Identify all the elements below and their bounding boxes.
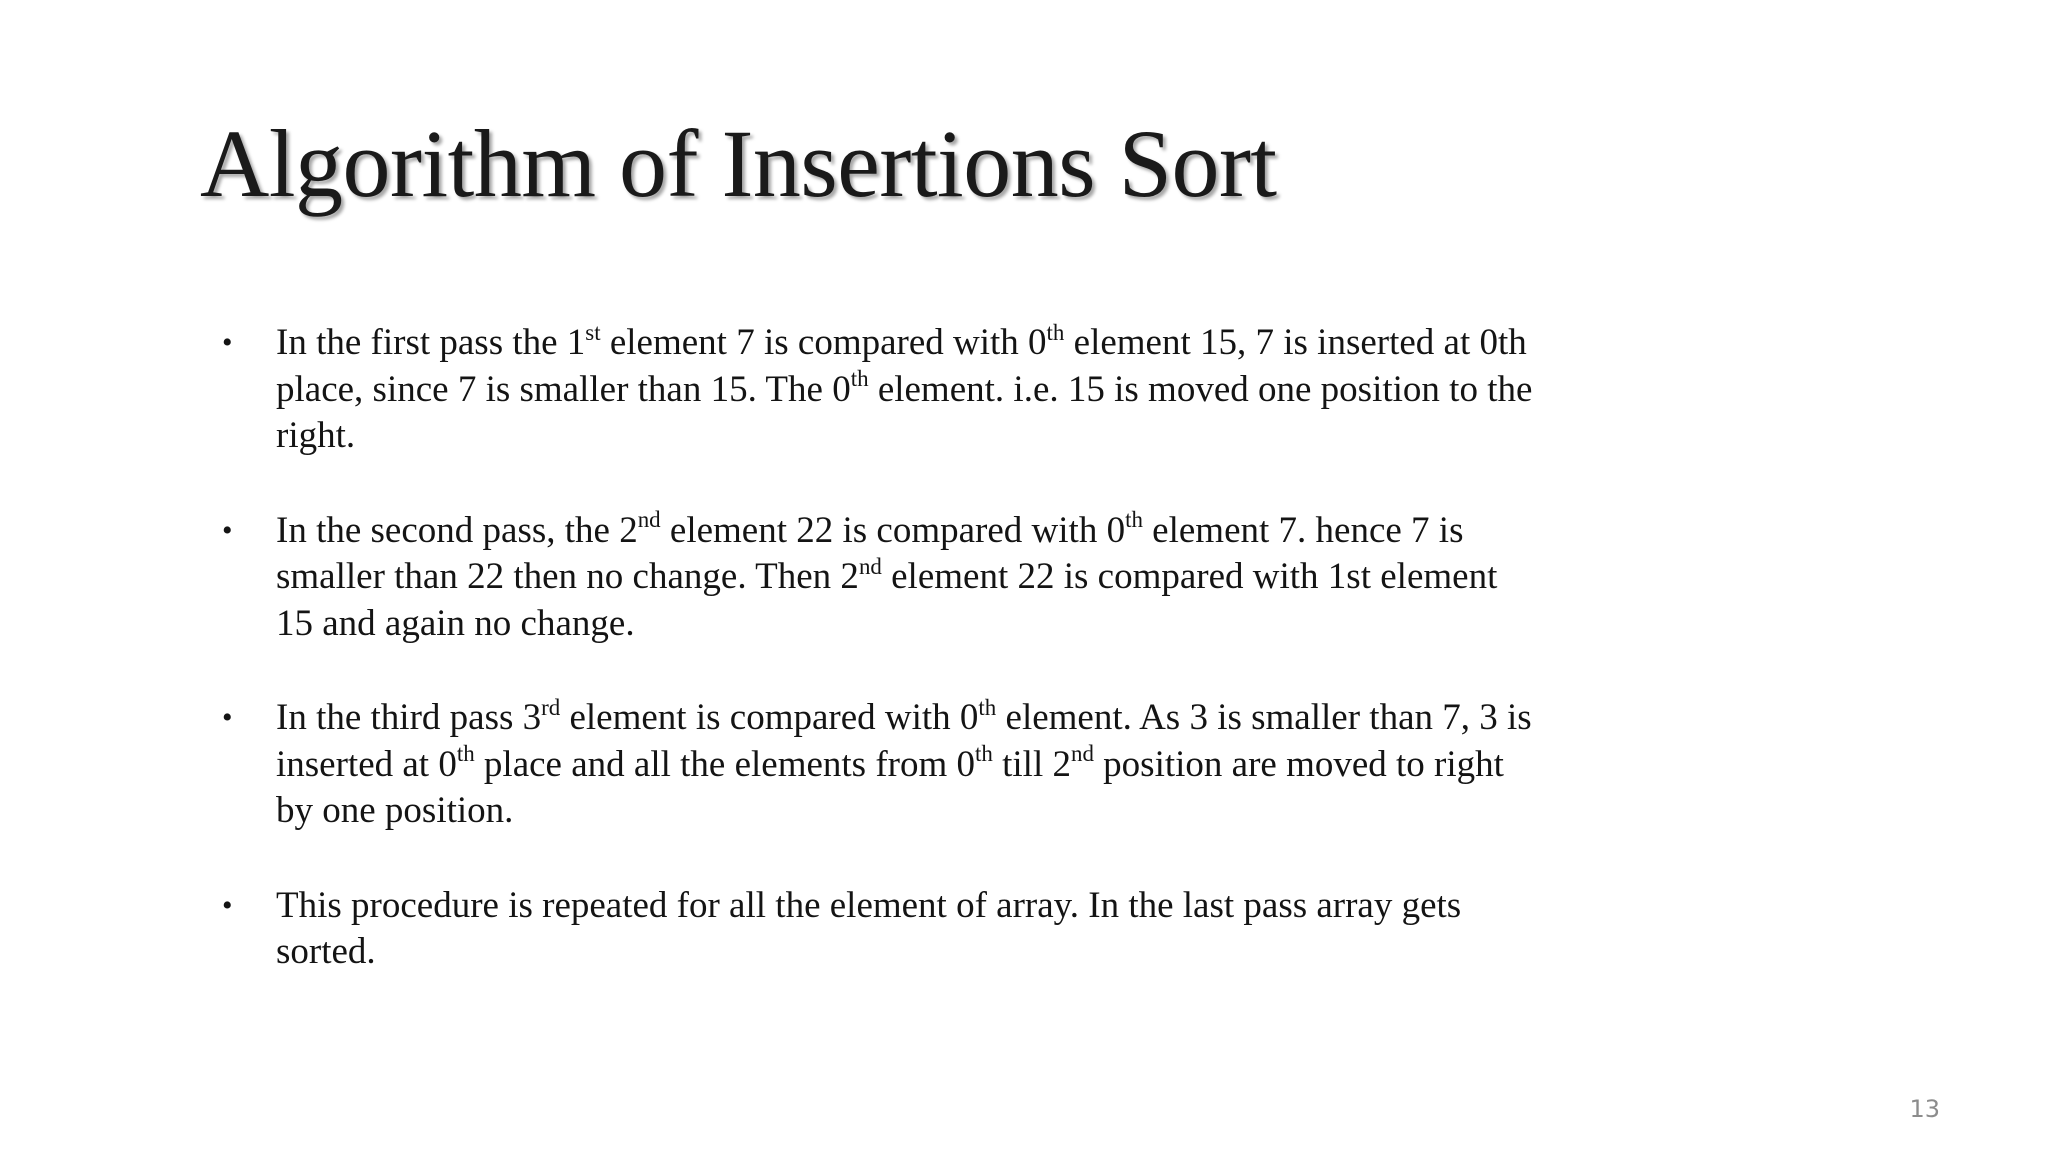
bullet-item <box>222 508 1542 648</box>
bullet-text: In the second pass, the 2 <box>276 509 638 551</box>
ordinal-superscript: th <box>975 741 993 767</box>
bullet-dot-icon: • <box>222 888 233 922</box>
ordinal-superscript: th <box>978 694 997 720</box>
bullet-text: element. As 3 is smaller than 7, 3 is inserted at 0 <box>276 697 1532 785</box>
bullet-dot-icon: • <box>222 701 233 734</box>
ordinal-superscript: st <box>585 319 601 345</box>
ordinal-superscript: nd <box>1070 741 1094 767</box>
bullet-text: In the first pass the 1 <box>276 322 586 363</box>
bullet-text: element 7. hence 7 is smaller than 22 then no change. Then 2 <box>276 509 1464 597</box>
bullet-item <box>222 883 1542 976</box>
bullet-text: element 22 is compared with 1st element 15 and again no change. <box>276 556 1498 644</box>
bullet-dot-icon: • <box>222 326 233 359</box>
bullet-text: position are moved to right by one position. <box>276 743 1504 831</box>
bullet-item <box>222 320 1542 460</box>
ordinal-superscript: th <box>1125 507 1143 533</box>
ordinal-superscript: rd <box>541 694 561 720</box>
bullet-item <box>222 695 1542 835</box>
bullet-dot-icon: • <box>222 513 233 547</box>
bullet-text: till 2 <box>992 743 1071 785</box>
bullet-text: This procedure is repeated for all the element of array. In the last pass array gets sorted. <box>276 884 1462 972</box>
bullet-list <box>222 320 1542 1024</box>
slide-title: Algorithm of Insertions Sort <box>200 110 1277 217</box>
bullet-text: place and all the elements from 0 <box>474 743 976 785</box>
bullet-text: element 22 is compared with 0 <box>660 509 1126 551</box>
page-number: 13 <box>1909 1095 1940 1123</box>
bullet-text: element 15, 7 is inserted at 0th place, since 7 is smaller than 15. The 0 <box>276 322 1527 410</box>
bullet-text: element is compared with 0 <box>560 697 979 738</box>
bullet-text: element 7 is compared with 0 <box>600 322 1047 363</box>
ordinal-superscript: th <box>456 741 475 767</box>
ordinal-superscript: nd <box>858 553 882 579</box>
bullet-text: In the third pass 3 <box>276 697 542 738</box>
ordinal-superscript: nd <box>637 507 661 533</box>
ordinal-superscript: th <box>850 366 869 392</box>
bullet-text: element. i.e. 15 is moved one position to the right. <box>276 368 1533 456</box>
ordinal-superscript: th <box>1046 319 1065 345</box>
